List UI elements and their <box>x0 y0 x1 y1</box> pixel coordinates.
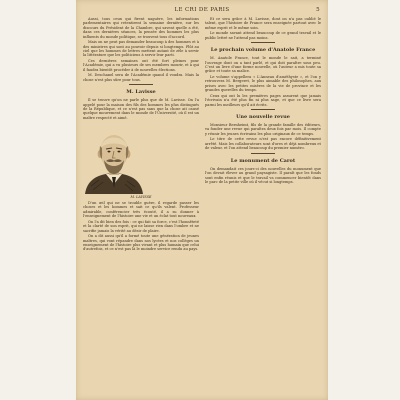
left-column <box>83 17 199 389</box>
article-paragraph: On demandait ces jours-ci des nouvelles du monument que l'on devait élever au grand paysagiste. Il paraît que les fonds sont enfin réunis et que le travail va commencer bientôt dans le parc de la petite ville où il vécut si longtemps. <box>205 166 321 184</box>
portrait-illustration <box>83 122 145 194</box>
article-paragraph: Ces dernières semaines ont été fort pleines pour l'Académie, qui a vu plusieurs de ses membres mourir, et à qui il faudra bientôt procéder à de nouvelles élections. <box>83 59 199 72</box>
article-paragraph: Il se trouve qu'on ne parle plus que de M. Lavisse. On l'a appelé pour la maison des fils des hommes les plus distingués de la République, et ce n'est pas sans que la chose ait causé quelque mouvement dans le monde de l'Université, où il est un maître respecté et aimé. <box>83 98 199 120</box>
portrait-caption: M. LAVISSE <box>130 195 152 200</box>
section-divider <box>251 42 275 43</box>
section-heading: M. Lavisse <box>126 89 156 96</box>
section-heading: Le prochain volume d'Anatole France <box>210 47 316 54</box>
running-head <box>76 7 328 17</box>
article-paragraph: M. Deschanel sera de l'Académie quand il voudra. Mais la chose n'est plus sûre pour tous. <box>83 73 199 82</box>
article-paragraph: Mais on ne peut pas demander beaucoup à des hommes et à des ministres qui sont au pouvoir depuis si longtemps. Plût au ciel que les hommes de lettres mettent autant de zèle à servir la littérature que les politiciens à servir leur parti. <box>83 40 199 58</box>
section-divider <box>129 84 153 85</box>
article-paragraph: Et ce sera grâce à M. Lavisse, dont on n'a pas oublié le talent, que l'histoire de France sera enseignée partout avec le même esprit et le même soin. <box>205 17 321 30</box>
article-paragraph: On l'a dit bien des fois : ce qui fait sa force, c'est l'honnêteté et la clarté de son esprit, qui ne laisse rien dans l'ombre et ne sacrifie jamais la vérité au désir de plaire. <box>83 219 199 233</box>
section-heading: Le monument de Carot <box>230 157 296 164</box>
article-paragraph: M. Anatole France, tout le monde le sait, a terminé l'ouvrage dont on a tant parlé, et qui doit paraître sous peu. C'est un livre d'une forme nouvelle, où l'auteur a mis toute sa grâce et toute sa malice. <box>205 56 321 74</box>
article-paragraph: Ceux qui ont lu les premières pages assurent que jamais l'écrivain n'a été plus fin ni plus sage, et que ce livre sera parmi les meilleurs qu'il ait écrits. <box>205 93 321 107</box>
section-heading: Une nouvelle revue <box>236 114 290 121</box>
portrait-engraving <box>83 122 145 194</box>
section-divider <box>251 109 275 110</box>
page-number: 5 <box>316 7 320 13</box>
article-paragraph: Le titre de cette revue n'est pas encore définitivement arrêté. Mais les collaborateurs sont d'ores et déjà nombreux et de valeur, et l'on attend beaucoup du premier numéro. <box>205 137 321 151</box>
article-paragraph: Le volume s'appellera « L'Anneau d'améthyste », et l'on y retrouvera M. Bergeret, le plus aimable des philosophes, aux prises avec les petites misères de la vie de province et les grandes querelles du temps. <box>205 75 321 93</box>
article-paragraph: Aussi, tous ceux qui firent naguère, les informations parlementaires qui retentirent la semaine dernière, sur les discours du Président de la Chambre, qui savent quelle a été, dans ces dernières séances, la pensée des hommes les plus influents du monde politique, se trouvent tous d'accord. <box>83 17 199 39</box>
publication-title: LE CRI DE PARIS <box>174 7 230 13</box>
article-paragraph: On a dit aussi qu'il a formé toute une génération de jeunes maîtres, qui vont répandre dans nos lycées et nos collèges un enseignement de l'histoire plus vivant et plus humain que celui d'autrefois, et ce n'est pas là le moindre service rendu au pays. <box>83 234 199 252</box>
section-divider <box>251 153 275 154</box>
right-column <box>205 17 321 389</box>
newspaper-page <box>76 0 328 400</box>
article-paragraph: Le monde savant attend beaucoup de ce grand travail et le public lettré ne l'attend pas moins. <box>205 31 321 40</box>
article-paragraph: D'un œil qui ne se trouble guère, il regarde passer les choses et les hommes et sait ce qu'ils valent. Professeur admirable, conférencier très écouté, il a su donner à l'enseignement de l'histoire une vie et un éclat tout nouveaux. <box>83 200 199 219</box>
article-paragraph: Monsieur Bernheimt, fils de la grande famille des éditeurs, va fonder une revue qui paraîtra deux fois par mois. Il compte y réunir les jeunes écrivains les plus originaux de ce temps. <box>205 123 321 136</box>
